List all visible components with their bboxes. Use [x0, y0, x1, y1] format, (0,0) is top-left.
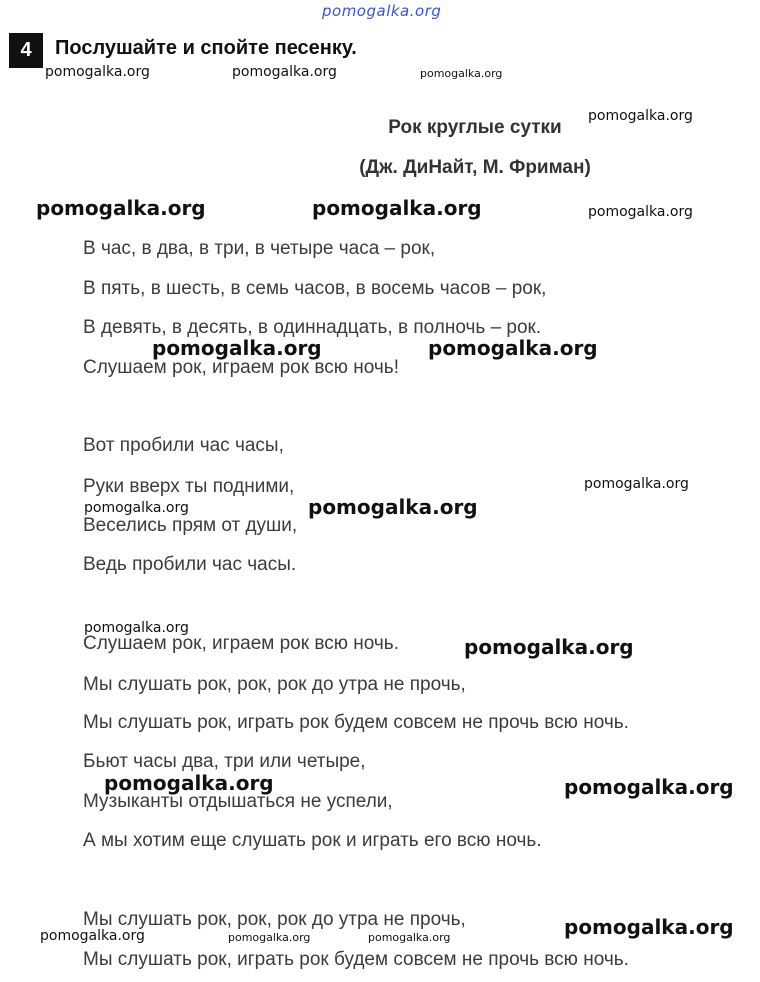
watermark: pomogalka.org [36, 196, 206, 220]
watermark: pomogalka.org [588, 108, 693, 124]
watermark: pomogalka.org [584, 476, 689, 492]
song-title: Рок круглые сутки [388, 117, 562, 138]
lyric-line: Руки вверх ты подними, [83, 476, 295, 497]
watermark: pomogalka.org [428, 336, 598, 360]
watermark: pomogalka.org [40, 928, 145, 944]
lyric-line: Мы слушать рок, играть рок будем совсем не прочь всю ночь. [83, 712, 629, 733]
watermark: pomogalka.org [84, 620, 189, 636]
watermark: pomogalka.org [312, 196, 482, 220]
lyric-line: А мы хотим еще слушать рок и играть его всю ночь. [83, 830, 542, 851]
watermark: pomogalka.org [45, 64, 150, 80]
watermark: pomogalka.org [564, 915, 734, 939]
watermark: pomogalka.org [368, 931, 451, 944]
watermark: pomogalka.org [564, 775, 734, 799]
watermark: pomogalka.org [104, 771, 274, 795]
lyric-line: Бьют часы два, три или четыре, [83, 751, 366, 772]
lyric-line: В пять, в шесть, в семь часов, в восемь часов – рок, [83, 278, 547, 299]
lyric-line: Музыканты отдышаться не успели, [83, 791, 393, 812]
lyric-line: Слушаем рок, играем рок всю ночь. [83, 633, 399, 654]
watermark: pomogalka.org [152, 336, 322, 360]
task-number-badge: 4 [9, 33, 43, 68]
watermark: pomogalka.org [308, 495, 478, 519]
lyric-line: Мы слушать рок, рок, рок до утра не прочь, [83, 674, 466, 695]
lyric-line: Вот пробили час часы, [83, 435, 284, 456]
lyric-line: Слушаем рок, играем рок всю ночь! [83, 357, 399, 378]
task-title: Послушайте и спойте песенку. [55, 37, 357, 59]
watermark: pomogalka.org [232, 64, 337, 80]
watermark: pomogalka.org [588, 204, 693, 220]
lyric-line: Ведь пробили час часы. [83, 554, 297, 575]
watermark: pomogalka.org [228, 931, 311, 944]
lyric-line: В девять, в десять, в одиннадцать, в полночь – рок. [83, 317, 542, 338]
lyric-line: Мы слушать рок, рок, рок до утра не прочь, [83, 909, 466, 930]
lyric-line: В час, в два, в три, в четыре часа – рок, [83, 238, 436, 259]
watermark: pomogalka.org [84, 500, 189, 516]
watermark-top: pomogalka.org [322, 2, 442, 20]
watermark: pomogalka.org [420, 67, 503, 80]
lyric-line: Веселись прям от души, [83, 515, 298, 536]
song-authors: (Дж. ДиНайт, М. Фриман) [359, 157, 591, 178]
lyric-line: Мы слушать рок, играть рок будем совсем не прочь всю ночь. [83, 949, 629, 970]
watermark: pomogalka.org [464, 635, 634, 659]
